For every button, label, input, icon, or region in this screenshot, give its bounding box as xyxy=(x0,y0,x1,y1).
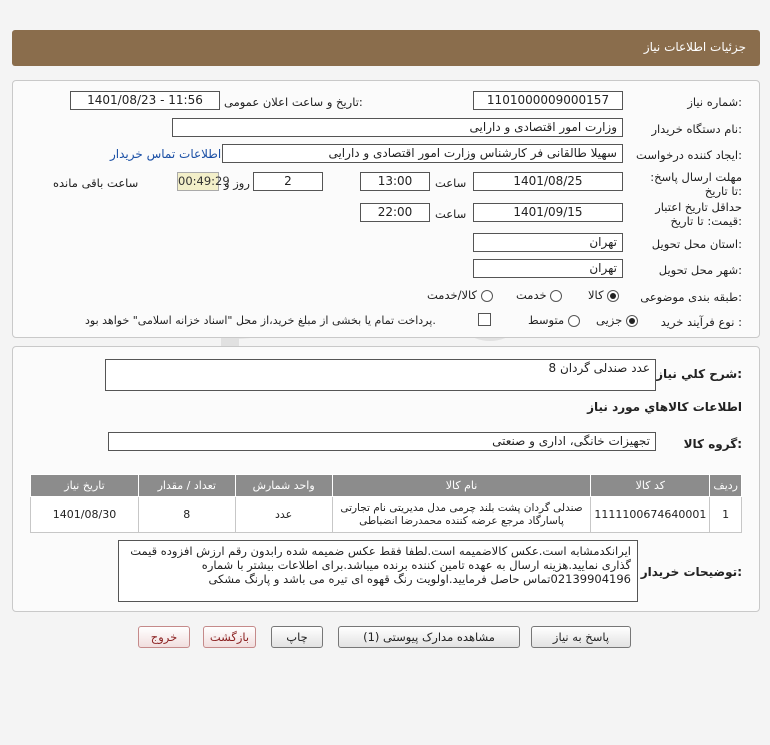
need-number-field: 1101000009000157 xyxy=(473,91,623,110)
process-option-minor[interactable]: جزیی xyxy=(596,313,638,327)
deadline-hour-label: ساعت xyxy=(435,176,467,190)
col-unit: واحد شمارش xyxy=(235,475,332,497)
col-qty: تعداد / مقدار xyxy=(139,475,236,497)
city-label: شهر محل تحویل: xyxy=(658,263,742,277)
process-minor-radio[interactable] xyxy=(626,315,638,327)
buyer-contact-link[interactable]: اطلاعات تماس خریدار xyxy=(110,147,222,161)
cell-row: 1 xyxy=(710,497,742,533)
validity-label: حداقل تاریخ اعتبار قیمت: تا تاریخ: xyxy=(655,200,742,228)
province-field: تهران xyxy=(473,233,623,252)
category-option-goods-service[interactable]: کالا/خدمت xyxy=(427,288,493,302)
category-goods-radio[interactable] xyxy=(607,290,619,302)
treasury-checkbox[interactable] xyxy=(478,313,491,326)
process-medium-radio[interactable] xyxy=(568,315,580,327)
page-title: جزئیات اطلاعات نیاز xyxy=(643,40,746,54)
cell-date: 1401/08/30 xyxy=(31,497,139,533)
goods-table xyxy=(30,474,742,533)
col-date: تاریخ نیاز xyxy=(31,475,139,497)
table-row xyxy=(31,497,742,533)
col-name: نام کالا xyxy=(332,475,591,497)
requester-label: ایجاد کننده درخواست: xyxy=(636,148,742,162)
goods-table-header xyxy=(31,475,742,497)
treasury-note: پرداخت تمام یا بخشی از مبلغ خرید،از محل "اسناد خزانه اسلامی" خواهد بود. xyxy=(85,314,436,327)
print-button[interactable]: چاپ xyxy=(271,626,323,648)
province-label: استان محل تحویل: xyxy=(651,237,742,251)
cell-qty: 8 xyxy=(139,497,236,533)
process-option-medium[interactable]: متوسط xyxy=(528,313,580,327)
category-goods-service-radio[interactable] xyxy=(481,290,493,302)
hours-left-label: ساعت باقی مانده xyxy=(53,176,139,190)
page-header xyxy=(12,30,760,66)
validity-time-field: 22:00 xyxy=(360,203,430,222)
need-desc-label: شرح کلي نياز: xyxy=(656,367,742,381)
requester-field: سهیلا طالقانی فر کارشناس وزارت امور اقتصادی و دارایی xyxy=(222,144,623,163)
deadline-date-field: 1401/08/25 xyxy=(473,172,623,191)
back-button[interactable]: بازگشت xyxy=(203,626,256,648)
validity-date-field: 1401/09/15 xyxy=(473,203,623,222)
col-row: ردیف xyxy=(710,475,742,497)
announce-datetime-label: تاریخ و ساعت اعلان عمومی: xyxy=(224,95,363,109)
reply-button[interactable]: پاسخ به نیاز xyxy=(531,626,631,648)
buyer-notes-label: توضیحات خریدار: xyxy=(640,565,742,579)
days-left-field: 2 xyxy=(253,172,323,191)
deadline-time-field: 13:00 xyxy=(360,172,430,191)
attachments-button[interactable]: مشاهده مدارک پیوستی (1) xyxy=(338,626,520,648)
col-code: کد کالا xyxy=(591,475,710,497)
need-number-label: شماره نیاز: xyxy=(687,95,742,109)
goods-group-label: گروه کالا: xyxy=(683,437,742,451)
cell-code: 1111100674640001 xyxy=(591,497,710,533)
category-option-goods[interactable]: کالا xyxy=(588,288,619,302)
countdown-timer: 00:49:29 xyxy=(177,172,219,191)
buyer-org-field: وزارت امور اقتصادی و دارایی xyxy=(172,118,623,137)
buyer-notes-box: ایرانکدمشابه است.عکس کالاضمیمه است.لطفا فقط عکس ضمیمه شده رابدون رقم ارزش افزوده قیمت گذاری نمایید.هزینه ارسال به عهده تامین کننده برنده میباشد.برای اطلاعات بیشتر با شماره 02139904196تماس حاصل فرمایید.اولویت رنگ قهوه ای تیره می باشد و پارنگ مشکی xyxy=(118,540,638,602)
cell-name: صندلی گردان پشت بلند چرمی مدل مدیریتی نام تجارتی پاسارگاد مرجع عرضه کننده محمدرضا انضباطی xyxy=(332,497,591,533)
category-service-radio[interactable] xyxy=(550,290,562,302)
need-desc-field: 8 عدد صندلی گردان xyxy=(105,359,656,391)
deadline-label: مهلت ارسال پاسخ: تا تاریخ: xyxy=(650,170,742,198)
process-type-label: نوع فرآیند خرید : xyxy=(660,315,742,329)
validity-hour-label: ساعت xyxy=(435,207,467,221)
goods-info-heading: اطلاعات کالاهاي مورد نياز xyxy=(587,400,742,414)
exit-button[interactable]: خروج xyxy=(138,626,190,648)
city-field: تهران xyxy=(473,259,623,278)
category-option-service[interactable]: خدمت xyxy=(516,288,562,302)
cell-unit: عدد xyxy=(235,497,332,533)
category-label: طبقه بندی موضوعی: xyxy=(640,290,742,304)
day-and-label: روز و xyxy=(224,176,250,190)
buyer-org-label: نام دستگاه خریدار: xyxy=(651,122,742,136)
goods-group-field: تجهیزات خانگی، اداری و صنعتی xyxy=(108,432,656,451)
announce-datetime-field: 1401/08/23 - 11:56 xyxy=(70,91,220,110)
